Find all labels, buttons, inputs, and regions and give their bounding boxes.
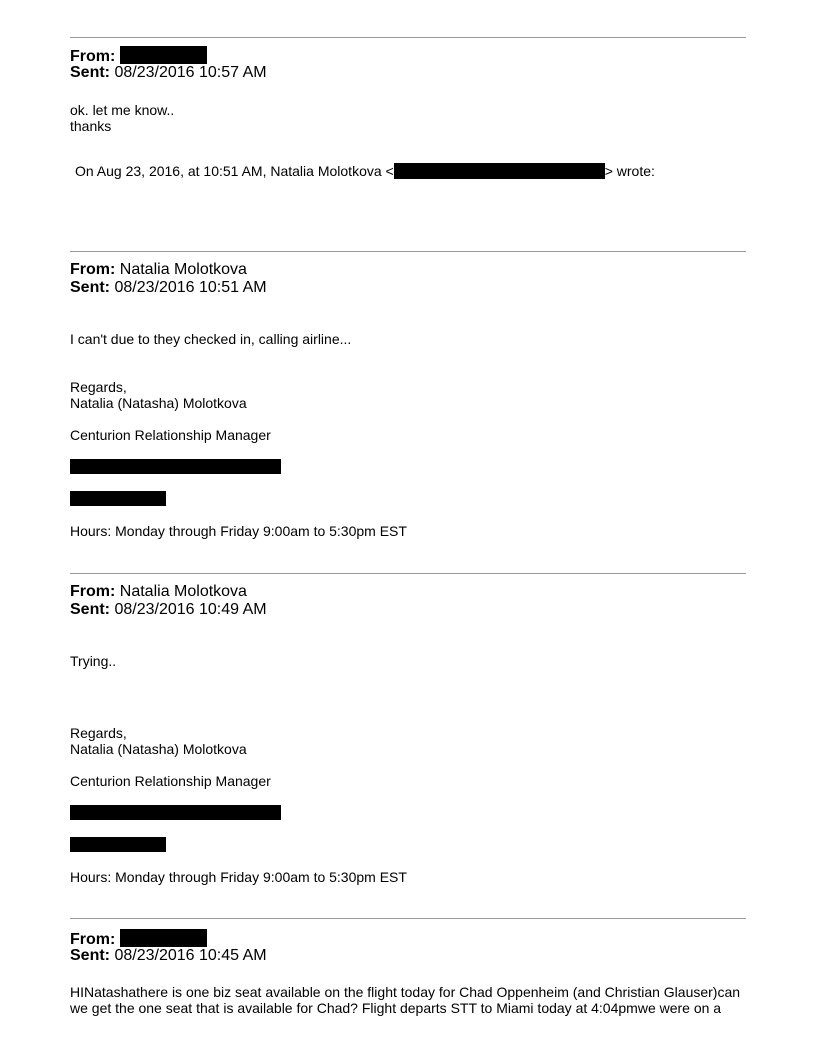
redacted-email [394, 163, 605, 179]
regards: Regards, [70, 379, 127, 395]
sent-label: Sent: [70, 64, 110, 81]
redacted-contact [70, 459, 281, 474]
sent-line [70, 279, 267, 297]
body-line: thanks [70, 118, 112, 134]
signature-title: Centurion Relationship Manager [70, 773, 271, 789]
sent-label: Sent: [70, 279, 110, 296]
sender-name: Natalia Molotkova [119, 583, 247, 600]
signature-name: Natalia (Natasha) Molotkova [70, 395, 247, 411]
from-label: From: [70, 931, 116, 948]
from-line [70, 929, 207, 949]
regards: Regards, [70, 725, 127, 741]
email-separator [70, 918, 746, 919]
from-label: From: [70, 48, 116, 65]
quote-header [75, 163, 655, 179]
signature-name: Natalia (Natasha) Molotkova [70, 741, 247, 757]
body-line: I can't due to they checked in, calling airline... [70, 331, 352, 347]
body-line: we get the one seat that is available for Chad? Flight departs STT to Miami today at 4:04pmwe were on a [70, 1000, 722, 1016]
sent-label: Sent: [70, 601, 110, 618]
body-line: ok. let me know.. [70, 102, 175, 118]
email-separator [70, 573, 746, 574]
from-line [70, 583, 247, 601]
body-line: HINatashathere is one biz seat available on the flight today for Chad Oppenheim (and Christian Glauser)can [70, 984, 741, 1000]
from-label: From: [70, 583, 116, 600]
email-separator [70, 37, 746, 38]
quote-suffix: > wrote: [604, 163, 655, 179]
sender-name: Natalia Molotkova [119, 261, 247, 278]
quote-prefix: On Aug 23, 2016, at 10:51 AM, Natalia Molotkova < [75, 163, 394, 179]
email-separator [70, 251, 746, 252]
redacted-phone [70, 837, 166, 852]
sent-date: 08/23/2016 10:45 AM [114, 947, 267, 964]
sent-date: 08/23/2016 10:57 AM [114, 64, 267, 81]
signature-title: Centurion Relationship Manager [70, 427, 271, 443]
redacted-contact [70, 805, 281, 820]
redacted-sender [120, 46, 207, 64]
sent-line [70, 601, 267, 619]
hours: Hours: Monday through Friday 9:00am to 5:30pm EST [70, 523, 407, 539]
sent-date: 08/23/2016 10:49 AM [114, 601, 267, 618]
sent-date: 08/23/2016 10:51 AM [114, 279, 267, 296]
redacted-phone [70, 491, 166, 506]
body-line: Trying.. [70, 653, 117, 669]
redacted-sender [120, 929, 207, 947]
sent-line [70, 64, 267, 82]
from-line [70, 46, 207, 66]
sent-line [70, 947, 267, 965]
sent-label: Sent: [70, 947, 110, 964]
from-label: From: [70, 261, 116, 278]
from-line [70, 261, 247, 279]
hours: Hours: Monday through Friday 9:00am to 5:30pm EST [70, 869, 407, 885]
